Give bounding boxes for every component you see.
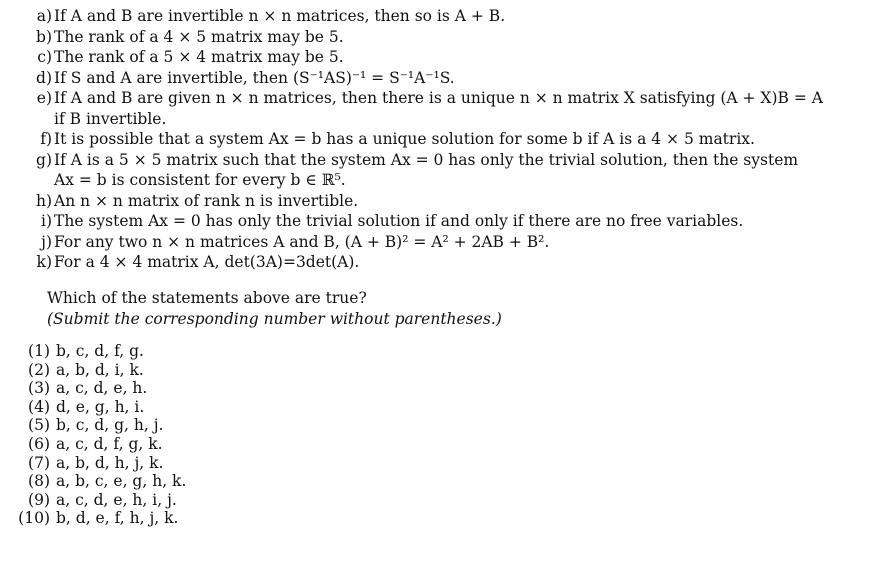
statement-text (54, 88, 868, 129)
statement-list (18, 6, 868, 273)
statement-text (54, 27, 868, 48)
statement-text (54, 129, 868, 150)
question-prompt: Which of the statements above are true? (47, 289, 367, 307)
statement-e (18, 88, 868, 129)
statement-label: h) (35, 191, 52, 210)
answer-option-9[interactable] (18, 491, 186, 510)
statement-label: j) (41, 232, 52, 251)
option-number: (9) (28, 490, 50, 509)
option-number: (10) (18, 509, 50, 528)
option-choices: b, c, d, g, h, j. (56, 416, 164, 435)
option-choices: b, c, d, f, g. (56, 342, 144, 360)
question-note: (Submit the corresponding number without parentheses.) (47, 309, 502, 328)
statement-k (18, 252, 868, 273)
statement-line: For a 4 × 4 matrix A, det(3A)=3det(A). (54, 253, 360, 271)
statement-text (54, 211, 868, 232)
option-number: (4) (28, 397, 50, 416)
statement-label: g) (36, 150, 52, 169)
statement-d (18, 68, 868, 89)
option-choices: a, b, d, i, k. (56, 360, 144, 379)
option-number: (6) (28, 434, 50, 453)
statement-line: If A is a 5 × 5 matrix such that the system Ax = 0 has only the trivial solution, then the system (54, 150, 799, 169)
statement-h (18, 191, 868, 212)
option-number: (5) (28, 416, 50, 435)
option-number: (1) (28, 342, 50, 360)
statement-i (18, 211, 868, 232)
answer-option-3[interactable] (18, 379, 186, 398)
statement-text (54, 232, 868, 253)
answer-options (18, 342, 186, 528)
statement-label: e) (36, 89, 52, 107)
statement-line: If A and B are invertible n × n matrices, then so is A + B. (54, 7, 506, 25)
statement-line: An n × n matrix of rank n is invertible. (54, 191, 359, 210)
answer-option-10[interactable] (18, 509, 186, 528)
statement-label: c) (37, 48, 52, 66)
statement-line: Ax = b is consistent for every b ∈ ℝ⁵. (54, 171, 346, 189)
option-number: (2) (28, 360, 50, 379)
statement-line: It is possible that a system Ax = b has a unique solution for some b if A is a 4 × 5 matrix. (54, 130, 755, 148)
answer-option-2[interactable] (18, 361, 186, 380)
statement-text (54, 47, 868, 68)
statement-line: if B invertible. (54, 109, 167, 128)
option-choices: a, b, d, h, j, k. (56, 453, 164, 472)
option-choices: a, c, d, e, h, i, j. (56, 490, 177, 509)
statement-text (54, 191, 868, 212)
question-block (47, 288, 502, 329)
option-choices: b, d, e, f, h, j, k. (56, 509, 179, 528)
answer-option-6[interactable] (18, 435, 186, 454)
statement-text (54, 252, 868, 273)
statement-text (54, 150, 868, 191)
statement-label: f) (40, 130, 52, 148)
answer-option-1[interactable] (18, 342, 186, 361)
answer-option-7[interactable] (18, 454, 186, 473)
option-number: (8) (28, 472, 50, 491)
statement-label: a) (36, 7, 52, 25)
statement-line: If S and A are invertible, then (S⁻¹AS)⁻¹ = S⁻¹A⁻¹S. (54, 68, 455, 87)
statement-g (18, 150, 868, 191)
statement-line: For any two n × n matrices A and B, (A + B)² = A² + 2AB + B². (54, 232, 550, 251)
answer-option-5[interactable] (18, 416, 186, 435)
statement-f (18, 129, 868, 150)
answer-option-4[interactable] (18, 398, 186, 417)
statement-line: The rank of a 4 × 5 matrix may be 5. (54, 27, 344, 46)
option-number: (7) (28, 453, 50, 472)
answer-option-8[interactable] (18, 472, 186, 491)
statement-line: If A and B are given n × n matrices, then there is a unique n × n matrix X satisfying (A + X)B = A (54, 89, 823, 107)
statement-label: k) (36, 253, 52, 271)
statement-label: d) (36, 68, 52, 87)
statement-label: i) (40, 212, 52, 230)
statement-text (54, 68, 868, 89)
option-choices: a, b, c, e, g, h, k. (56, 472, 187, 491)
statement-j (18, 232, 868, 253)
statement-line: The system Ax = 0 has only the trivial solution if and only if there are no free variables. (54, 212, 744, 230)
statement-line: The rank of a 5 × 4 matrix may be 5. (54, 48, 344, 66)
option-choices: a, c, d, e, h. (56, 379, 148, 398)
statement-a (18, 6, 868, 27)
statement-c (18, 47, 868, 68)
statement-text (54, 6, 868, 27)
option-choices: a, c, d, f, g, k. (56, 434, 163, 453)
option-choices: d, e, g, h, i. (56, 397, 145, 416)
statement-b (18, 27, 868, 48)
statement-label: b) (36, 27, 52, 46)
option-number: (3) (28, 379, 50, 398)
